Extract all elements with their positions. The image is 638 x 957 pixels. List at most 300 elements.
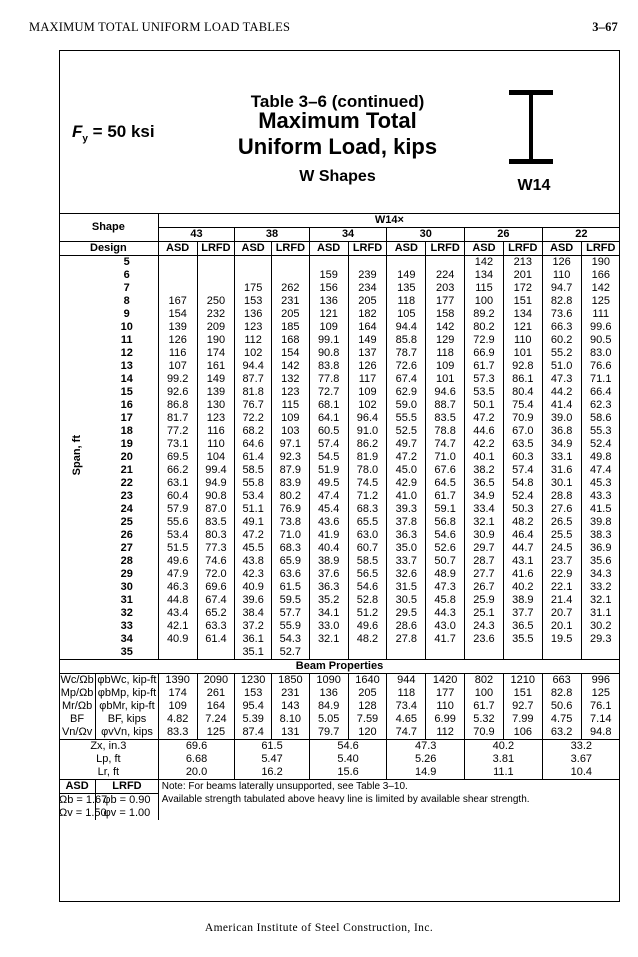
section-property-row xyxy=(59,740,620,754)
table-cell: 64.6 xyxy=(235,438,272,451)
table-cell: 42.9 xyxy=(387,477,426,490)
table-cell: 71.0 xyxy=(426,451,465,464)
property-cell: 4.75 xyxy=(542,713,581,726)
table-row xyxy=(59,490,620,503)
table-cell: 75.4 xyxy=(503,399,542,412)
table-cell: 32.1 xyxy=(581,594,620,607)
table-cell: 19.5 xyxy=(542,633,581,646)
property-asd-label: BF xyxy=(70,713,85,725)
table-cell: 49.7 xyxy=(387,438,426,451)
table-cell: 61.7 xyxy=(465,360,504,373)
table-cell: 33.2 xyxy=(581,581,620,594)
table-row xyxy=(59,308,620,321)
table-cell: 72.2 xyxy=(235,412,272,425)
span-value: 35 xyxy=(96,646,159,660)
table-cell: 80.3 xyxy=(197,529,235,542)
table-cell: 69.5 xyxy=(158,451,197,464)
table-cell: 80.2 xyxy=(271,490,309,503)
table-cell: 72.0 xyxy=(197,568,235,581)
table-cell xyxy=(271,256,309,270)
table-cell: 47.9 xyxy=(158,568,197,581)
table-cell: 80.2 xyxy=(465,321,504,334)
table-subtitle: W Shapes xyxy=(299,168,376,185)
span-value: 25 xyxy=(120,516,133,528)
section-property-cell: 3.81 xyxy=(465,753,543,766)
table-cell: 32.6 xyxy=(387,568,426,581)
span-value: 5 xyxy=(123,256,130,268)
table-cell: 64.5 xyxy=(426,477,465,490)
section-property-cell: 40.2 xyxy=(465,740,543,754)
table-row xyxy=(59,503,620,516)
table-cell: 94.7 xyxy=(542,282,581,295)
table-cell: 102 xyxy=(235,347,272,360)
table-cell: 83.8 xyxy=(309,360,348,373)
table-cell: 51.5 xyxy=(158,542,197,555)
property-cell: 1850 xyxy=(271,674,309,688)
table-cell: 43.3 xyxy=(581,490,620,503)
table-cell: 34.1 xyxy=(309,607,348,620)
span-value: 9 xyxy=(123,308,130,320)
section-property-row xyxy=(59,766,620,780)
table-row xyxy=(59,386,620,399)
property-cell: 143 xyxy=(271,700,309,713)
table-cell: 45.0 xyxy=(387,464,426,477)
span-value: 27 xyxy=(120,542,133,554)
table-cell: 139 xyxy=(158,321,197,334)
table-cell: 45.3 xyxy=(581,477,620,490)
table-cell: 39.6 xyxy=(235,594,272,607)
table-cell: 90.8 xyxy=(309,347,348,360)
table-cell: 25.5 xyxy=(542,529,581,542)
property-cell: 5.32 xyxy=(465,713,504,726)
table-cell: 50.7 xyxy=(426,555,465,568)
table-row xyxy=(59,282,620,295)
section-property-cell: 47.3 xyxy=(387,740,465,754)
span-value: 21 xyxy=(120,464,133,476)
table-cell: 130 xyxy=(197,399,235,412)
table-row xyxy=(59,399,620,412)
property-cell: 663 xyxy=(542,674,581,688)
table-row xyxy=(59,373,620,386)
span-value: 24 xyxy=(120,503,133,515)
table-cell xyxy=(426,646,465,660)
table-cell: 105 xyxy=(387,308,426,321)
weight-header: 30 xyxy=(387,228,465,242)
table-cell: 36.3 xyxy=(387,529,426,542)
table-cell: 149 xyxy=(387,269,426,282)
table-cell: 59.5 xyxy=(271,594,309,607)
table-cell: 36.5 xyxy=(503,620,542,633)
table-cell: 44.3 xyxy=(426,607,465,620)
table-cell: 55.5 xyxy=(387,412,426,425)
asd-header: ASD xyxy=(542,242,581,256)
table-cell: 54.6 xyxy=(426,529,465,542)
property-cell: 7.14 xyxy=(581,713,620,726)
table-row xyxy=(59,568,620,581)
omega-b-factor: Ωb = 1.67 xyxy=(59,794,108,806)
span-label: Span, ft xyxy=(70,435,83,476)
span-value: 15 xyxy=(120,386,133,398)
table-cell: 58.5 xyxy=(348,555,387,568)
table-cell: 24.3 xyxy=(465,620,504,633)
table-cell: 36.1 xyxy=(235,633,272,646)
table-cell: 111 xyxy=(581,308,620,321)
table-cell: 29.3 xyxy=(581,633,620,646)
property-cell: 109 xyxy=(158,700,197,713)
table-cell: 172 xyxy=(503,282,542,295)
table-cell: 73.1 xyxy=(158,438,197,451)
table-cell: 116 xyxy=(158,347,197,360)
lrfd-header: LRFD xyxy=(426,242,465,256)
property-cell: 110 xyxy=(426,700,465,713)
table-row xyxy=(59,334,620,347)
table-cell xyxy=(387,256,426,270)
table-cell: 50.1 xyxy=(465,399,504,412)
span-value: 33 xyxy=(120,620,133,632)
table-cell: 22.1 xyxy=(542,581,581,594)
table-cell: 42.2 xyxy=(465,438,504,451)
load-table xyxy=(59,213,620,820)
table-cell: 123 xyxy=(271,386,309,399)
asd-factor-header: ASD xyxy=(59,780,96,794)
table-row xyxy=(59,347,620,360)
table-cell: 78.7 xyxy=(387,347,426,360)
table-cell: 86.1 xyxy=(503,373,542,386)
table-cell: 38.9 xyxy=(309,555,348,568)
footer-publisher: American Institute of Steel Construction, Inc. xyxy=(204,922,434,934)
table-row xyxy=(59,607,620,620)
property-cell: 82.8 xyxy=(542,687,581,700)
section-property-cell: 3.67 xyxy=(542,753,620,766)
table-row xyxy=(59,620,620,633)
table-cell: 68.1 xyxy=(309,399,348,412)
span-value: 12 xyxy=(120,347,133,359)
table-cell: 63.6 xyxy=(271,568,309,581)
table-cell: 68.3 xyxy=(271,542,309,555)
table-cell: 134 xyxy=(503,308,542,321)
table-cell: 136 xyxy=(235,308,272,321)
table-cell xyxy=(197,256,235,270)
omega-v-factor: Ωv = 1.50 xyxy=(59,807,107,819)
table-cell: 55.9 xyxy=(271,620,309,633)
table-cell: 28.8 xyxy=(542,490,581,503)
table-row xyxy=(59,516,620,529)
table-cell: 66.3 xyxy=(542,321,581,334)
table-cell: 83.5 xyxy=(197,516,235,529)
table-cell: 40.2 xyxy=(503,581,542,594)
table-cell: 65.5 xyxy=(348,516,387,529)
property-cell: 106 xyxy=(503,726,542,740)
table-cell: 161 xyxy=(197,360,235,373)
asd-header: ASD xyxy=(465,242,504,256)
property-cell: 118 xyxy=(387,687,426,700)
table-cell: 94.4 xyxy=(387,321,426,334)
table-cell: 80.4 xyxy=(503,386,542,399)
table-cell: 175 xyxy=(235,282,272,295)
table-cell: 67.6 xyxy=(426,464,465,477)
span-value: 13 xyxy=(120,360,133,372)
table-cell: 177 xyxy=(426,295,465,308)
table-cell: 53.5 xyxy=(465,386,504,399)
table-cell: 76.6 xyxy=(581,360,620,373)
table-cell: 45.5 xyxy=(235,542,272,555)
table-row xyxy=(59,542,620,555)
table-cell: 262 xyxy=(271,282,309,295)
span-value: 29 xyxy=(120,568,133,580)
table-cell xyxy=(503,646,542,660)
table-cell: 52.5 xyxy=(387,425,426,438)
table-cell: 31.6 xyxy=(542,464,581,477)
property-cell: 1090 xyxy=(309,674,348,688)
table-cell: 53.4 xyxy=(158,529,197,542)
table-cell: 51.1 xyxy=(235,503,272,516)
table-cell xyxy=(465,646,504,660)
beam-properties-header: Beam Properties xyxy=(59,660,620,674)
table-cell: 33.1 xyxy=(542,451,581,464)
table-cell: 73.8 xyxy=(271,516,309,529)
table-number: Table 3–6 (continued) xyxy=(250,92,425,111)
table-cell: 32.1 xyxy=(309,633,348,646)
running-head xyxy=(29,20,618,38)
table-cell: 87.7 xyxy=(235,373,272,386)
table-cell: 54.5 xyxy=(309,451,348,464)
table-cell: 123 xyxy=(235,321,272,334)
table-cell: 47.4 xyxy=(581,464,620,477)
table-cell: 47.4 xyxy=(309,490,348,503)
i-beam-icon xyxy=(507,90,555,164)
section-property-label: Lp, ft xyxy=(96,753,121,765)
table-cell: 54.3 xyxy=(271,633,309,646)
section-property-cell: 15.6 xyxy=(309,766,387,780)
table-cell: 30.1 xyxy=(542,477,581,490)
running-head-title: MAXIMUM TOTAL UNIFORM LOAD TABLES xyxy=(29,20,291,34)
table-cell: 22.9 xyxy=(542,568,581,581)
table-cell: 54.8 xyxy=(503,477,542,490)
table-cell: 60.5 xyxy=(309,425,348,438)
table-cell: 41.0 xyxy=(387,490,426,503)
table-cell: 41.7 xyxy=(426,633,465,646)
table-cell: 44.6 xyxy=(465,425,504,438)
table-cell: 121 xyxy=(503,321,542,334)
table-cell: 63.0 xyxy=(348,529,387,542)
table-cell: 205 xyxy=(348,295,387,308)
table-cell: 73.6 xyxy=(542,308,581,321)
table-cell: 47.2 xyxy=(465,412,504,425)
table-cell: 49.5 xyxy=(309,477,348,490)
table-row xyxy=(59,633,620,646)
table-cell: 26.5 xyxy=(542,516,581,529)
table-cell: 28.7 xyxy=(465,555,504,568)
table-cell: 209 xyxy=(197,321,235,334)
table-cell: 168 xyxy=(271,334,309,347)
table-cell: 154 xyxy=(158,308,197,321)
property-cell: 87.4 xyxy=(235,726,272,740)
property-cell: 50.6 xyxy=(542,700,581,713)
table-cell: 20.7 xyxy=(542,607,581,620)
table-cell: 92.8 xyxy=(503,360,542,373)
span-value: 30 xyxy=(120,581,133,593)
table-cell: 57.4 xyxy=(503,464,542,477)
table-cell: 40.9 xyxy=(235,581,272,594)
table-cell: 63.5 xyxy=(503,438,542,451)
table-cell xyxy=(426,256,465,270)
table-cell: 37.8 xyxy=(387,516,426,529)
table-cell: 59.0 xyxy=(387,399,426,412)
table-cell: 64.1 xyxy=(309,412,348,425)
property-cell: 70.9 xyxy=(465,726,504,740)
table-cell: 112 xyxy=(235,334,272,347)
table-cell: 60.4 xyxy=(158,490,197,503)
table-row xyxy=(59,295,620,308)
table-cell: 23.6 xyxy=(465,633,504,646)
table-cell: 52.6 xyxy=(426,542,465,555)
table-cell: 62.9 xyxy=(387,386,426,399)
table-cell: 71.1 xyxy=(581,373,620,386)
section-property-cell: 16.2 xyxy=(235,766,309,780)
table-cell: 43.1 xyxy=(503,555,542,568)
span-value: 17 xyxy=(120,412,133,424)
table-cell: 49.6 xyxy=(348,620,387,633)
table-cell: 57.9 xyxy=(158,503,197,516)
property-asd-label: Mr/Ωb xyxy=(61,700,93,712)
table-cell: 154 xyxy=(271,347,309,360)
property-cell: 83.3 xyxy=(158,726,197,740)
table-row xyxy=(59,412,620,425)
table-cell: 40.4 xyxy=(309,542,348,555)
table-cell: 97.1 xyxy=(271,438,309,451)
table-cell: 151 xyxy=(503,295,542,308)
property-cell: 944 xyxy=(387,674,426,688)
table-cell: 55.2 xyxy=(542,347,581,360)
table-cell: 61.4 xyxy=(235,451,272,464)
table-cell: 104 xyxy=(197,451,235,464)
table-cell: 110 xyxy=(542,269,581,282)
table-cell: 35.6 xyxy=(581,555,620,568)
table-cell: 70.9 xyxy=(503,412,542,425)
table-cell: 167 xyxy=(158,295,197,308)
table-cell: 38.3 xyxy=(581,529,620,542)
table-cell: 36.3 xyxy=(309,581,348,594)
table-row xyxy=(59,321,620,334)
table-cell: 41.6 xyxy=(503,568,542,581)
table-cell: 42.3 xyxy=(235,568,272,581)
table-cell: 201 xyxy=(503,269,542,282)
table-cell: 56.5 xyxy=(348,568,387,581)
span-value: 16 xyxy=(120,399,133,411)
property-cell: 63.2 xyxy=(542,726,581,740)
table-cell: 125 xyxy=(581,295,620,308)
table-cell: 27.7 xyxy=(465,568,504,581)
asd-header: ASD xyxy=(387,242,426,256)
property-cell: 174 xyxy=(158,687,197,700)
table-cell: 78.0 xyxy=(348,464,387,477)
property-cell: 95.4 xyxy=(235,700,272,713)
table-cell: 56.8 xyxy=(426,516,465,529)
property-lrfd-label: BF, kips xyxy=(96,713,159,726)
table-cell xyxy=(581,646,620,660)
table-cell: 115 xyxy=(465,282,504,295)
table-cell: 31.5 xyxy=(387,581,426,594)
table-cell: 47.3 xyxy=(426,581,465,594)
table-cell: 94.4 xyxy=(235,360,272,373)
table-cell: 126 xyxy=(348,360,387,373)
table-cell: 28.6 xyxy=(387,620,426,633)
table-cell: 46.4 xyxy=(503,529,542,542)
table-cell: 78.8 xyxy=(426,425,465,438)
table-cell: 50.3 xyxy=(503,503,542,516)
section-property-cell: 69.6 xyxy=(158,740,235,754)
span-value: 31 xyxy=(120,594,133,606)
table-cell xyxy=(387,646,426,660)
lrfd-header: LRFD xyxy=(271,242,309,256)
property-cell: 5.39 xyxy=(235,713,272,726)
table-cell: 66.2 xyxy=(158,464,197,477)
property-cell: 7.24 xyxy=(197,713,235,726)
section-property-cell: 5.40 xyxy=(309,753,387,766)
table-cell: 36.8 xyxy=(542,425,581,438)
property-cell: 2090 xyxy=(197,674,235,688)
table-cell xyxy=(542,646,581,660)
table-cell: 129 xyxy=(426,334,465,347)
span-axis-label xyxy=(59,256,96,660)
weight-header: 38 xyxy=(235,228,309,242)
table-cell: 25.9 xyxy=(465,594,504,607)
table-row xyxy=(59,464,620,477)
table-cell: 51.0 xyxy=(542,360,581,373)
table-cell: 159 xyxy=(309,269,348,282)
table-row xyxy=(59,360,620,373)
section-property-cell: 11.1 xyxy=(465,766,543,780)
span-value: 20 xyxy=(120,451,133,463)
table-cell: 88.7 xyxy=(426,399,465,412)
property-cell: 100 xyxy=(465,687,504,700)
span-value: 8 xyxy=(123,295,130,307)
property-cell: 1420 xyxy=(426,674,465,688)
table-cell: 34.9 xyxy=(542,438,581,451)
table-cell: 63.1 xyxy=(158,477,197,490)
property-cell: 76.1 xyxy=(581,700,620,713)
table-cell: 110 xyxy=(197,438,235,451)
table-cell: 53.4 xyxy=(235,490,272,503)
table-cell: 35.5 xyxy=(503,633,542,646)
table-cell xyxy=(348,646,387,660)
phi-v-factor: φv = 1.00 xyxy=(96,807,159,820)
table-cell: 190 xyxy=(581,256,620,270)
table-cell: 239 xyxy=(348,269,387,282)
table-cell: 65.9 xyxy=(271,555,309,568)
table-notes xyxy=(158,780,620,821)
table-cell: 55.3 xyxy=(581,425,620,438)
table-cell: 48.2 xyxy=(348,633,387,646)
table-cell: 83.0 xyxy=(581,347,620,360)
property-cell: 6.99 xyxy=(426,713,465,726)
table-cell: 166 xyxy=(581,269,620,282)
span-value: 34 xyxy=(120,633,133,645)
property-cell: 73.4 xyxy=(387,700,426,713)
property-cell: 84.9 xyxy=(309,700,348,713)
lrfd-header: LRFD xyxy=(197,242,235,256)
table-cell: 100 xyxy=(465,295,504,308)
table-cell xyxy=(158,646,197,660)
table-cell: 91.0 xyxy=(348,425,387,438)
table-row xyxy=(59,555,620,568)
table-row xyxy=(59,438,620,451)
table-cell: 135 xyxy=(387,282,426,295)
property-cell: 74.7 xyxy=(387,726,426,740)
table-cell: 46.3 xyxy=(158,581,197,594)
weight-header: 22 xyxy=(542,228,620,242)
table-cell: 60.7 xyxy=(348,542,387,555)
